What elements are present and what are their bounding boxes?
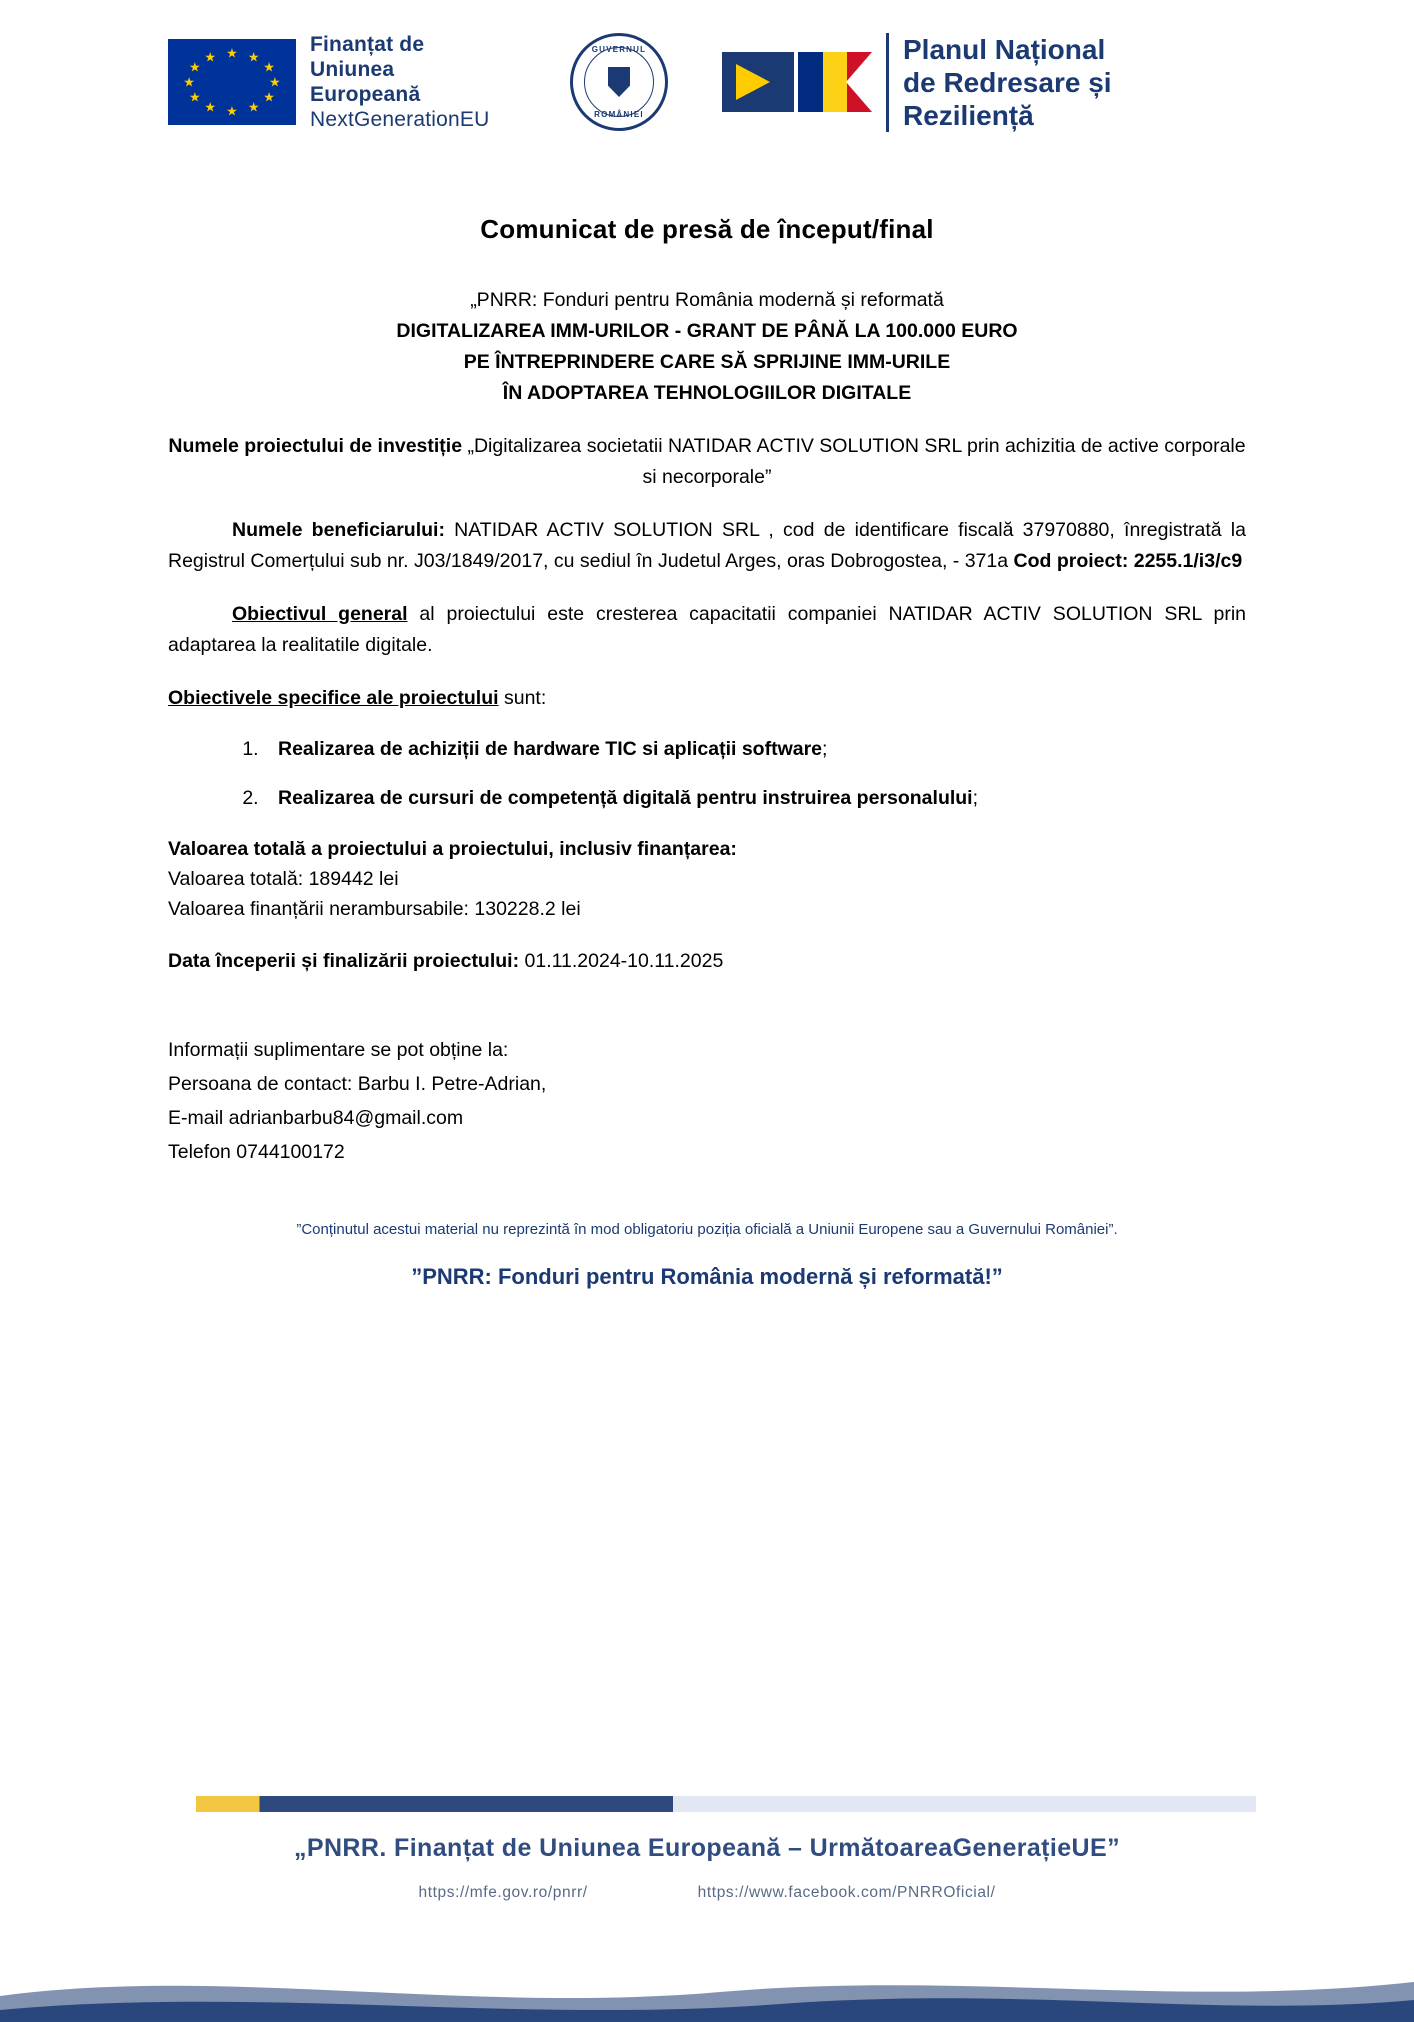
government-seal-icon	[570, 33, 668, 131]
subtitle-line-4: ÎN ADOPTAREA TEHNOLOGIILOR DIGITALE	[502, 382, 912, 404]
specific-objectives-label: Obiectivele specifice ale proiectului	[168, 687, 499, 709]
subtitle-line-3: PE ÎNTREPRINDERE CARE SĂ SPRIJINE IMM-URILE	[463, 351, 951, 373]
programme-subtitle	[168, 285, 1246, 409]
general-objective-value: al proiectului este cresterea capacitatii companiei NATIDAR ACTIV SOLUTION SRL prin adaptarea la realitatile digitale.	[168, 603, 1246, 656]
dates-label: Data începerii și finalizării proiectului:	[168, 950, 520, 972]
objective-item-1: Realizarea de achiziții de hardware TIC si aplicații software	[278, 738, 823, 760]
project-name-value: „Digitalizarea societatii NATIDAR ACTIV SOLUTION SRL prin achizitia de active corporale si necorporale”	[462, 435, 1246, 488]
romania-flag-icon	[798, 52, 872, 112]
eu-flag-icon: ★ ★ ★ ★ ★ ★ ★ ★ ★ ★ ★ ★	[168, 39, 296, 125]
eu-arrow-icon	[722, 52, 794, 112]
project-name-paragraph	[168, 431, 1246, 493]
legal-disclaimer: ”Conținutul acestui material nu reprezintă în mod obligatoriu poziția oficială a Uniunii Europene sau a Guvernului României”.	[296, 1221, 1118, 1238]
programme-slogan: ”PNRR: Fonduri pentru România modernă și reformată!”	[411, 1264, 1003, 1289]
footer-wave-graphic	[0, 1952, 1414, 2022]
beneficiary-paragraph	[168, 515, 1246, 577]
beneficiary-label: Numele beneficiarului:	[232, 519, 445, 541]
pnrr-line-2: de Redresare și Reziliență	[902, 66, 1112, 131]
beneficiary-value: NATIDAR ACTIV SOLUTION SRL , cod de identificare fiscală 37970880, înregistrată la Registrul Comerțului sub nr. J03/1849/2017, cu sediul în Judetul Arges, oras Dobrogostea, - 371a	[168, 519, 1246, 572]
objective-terminator-2: ;	[972, 787, 979, 809]
list-item	[264, 734, 1246, 765]
eu-funding-text	[310, 32, 508, 132]
pnrr-logo-text	[886, 33, 1246, 132]
general-objective-label: Obiectivul general	[232, 603, 408, 625]
page-title: Comunicat de presă de început/final	[480, 214, 934, 244]
total-value-line: Valoarea totală: 189442 lei	[168, 868, 399, 890]
page-footer	[0, 1772, 1414, 2022]
project-code: Cod proiect: 2255.1/i3/c9	[1013, 550, 1243, 572]
eu-line-2: Uniunea Europeană	[310, 58, 421, 106]
pnrr-logo-marks	[722, 52, 872, 112]
specific-objectives-suffix: sunt:	[498, 687, 547, 709]
list-item	[264, 783, 1246, 814]
footer-link-facebook[interactable]: https://www.facebook.com/PNRROficial/	[697, 1884, 996, 1901]
contact-section	[168, 1033, 1246, 1169]
seal-bottom-text: ROMÂNIEI	[594, 110, 644, 119]
value-section-label	[168, 834, 1246, 864]
footer-color-band	[196, 1796, 1256, 1812]
dates-value: 01.11.2024-10.11.2025	[519, 950, 724, 972]
eu-line-3: NextGenerationEU	[310, 108, 490, 131]
project-value-section	[168, 834, 1246, 924]
specific-objectives-list	[168, 734, 1246, 814]
footer-links	[0, 1884, 1414, 1902]
general-objective-paragraph	[168, 599, 1246, 661]
footer-link-mfe[interactable]: https://mfe.gov.ro/pnrr/	[418, 1884, 588, 1901]
objective-item-2: Realizarea de cursuri de competență digitală pentru instruirea personalului	[278, 787, 973, 809]
pnrr-line-1: Planul Național	[902, 33, 1106, 65]
contact-person: Persoana de contact: Barbu I. Petre-Adrian,	[168, 1073, 547, 1095]
contact-phone: Telefon 0744100172	[168, 1141, 345, 1163]
footer-title: „PNRR. Finanțat de Uniunea Europeană – UrmătoareaGenerațieUE”	[294, 1834, 1120, 1862]
specific-objectives-heading	[168, 683, 1246, 714]
document-page	[0, 22, 1414, 2022]
subtitle-line-2: DIGITALIZAREA IMM-URILOR - GRANT DE PÂNĂ LA 100.000 EURO	[396, 320, 1018, 342]
grant-value-line: Valoarea finanțării nerambursabile: 130228.2 lei	[168, 898, 581, 920]
pnrr-logo	[722, 33, 1246, 132]
eu-funding-logo	[168, 32, 508, 132]
project-name-label: Numele proiectului de investiție	[168, 435, 463, 457]
value-label-text: Valoarea totală a proiectului a proiectului, inclusiv finanțarea:	[168, 838, 737, 860]
contact-email: E-mail adrianbarbu84@gmail.com	[168, 1107, 464, 1129]
header-logo-bar	[168, 22, 1246, 142]
arrow-shape	[736, 64, 770, 100]
eu-line-1: Finanțat de	[310, 33, 425, 56]
project-dates-paragraph	[168, 946, 1246, 977]
seal-top-text: GUVERNUL	[591, 45, 647, 54]
subtitle-line-1: „PNRR: Fonduri pentru România modernă și reformată	[470, 289, 944, 311]
contact-intro: Informații suplimentare se pot obține la:	[168, 1039, 509, 1061]
objective-terminator-1: ;	[822, 738, 828, 760]
